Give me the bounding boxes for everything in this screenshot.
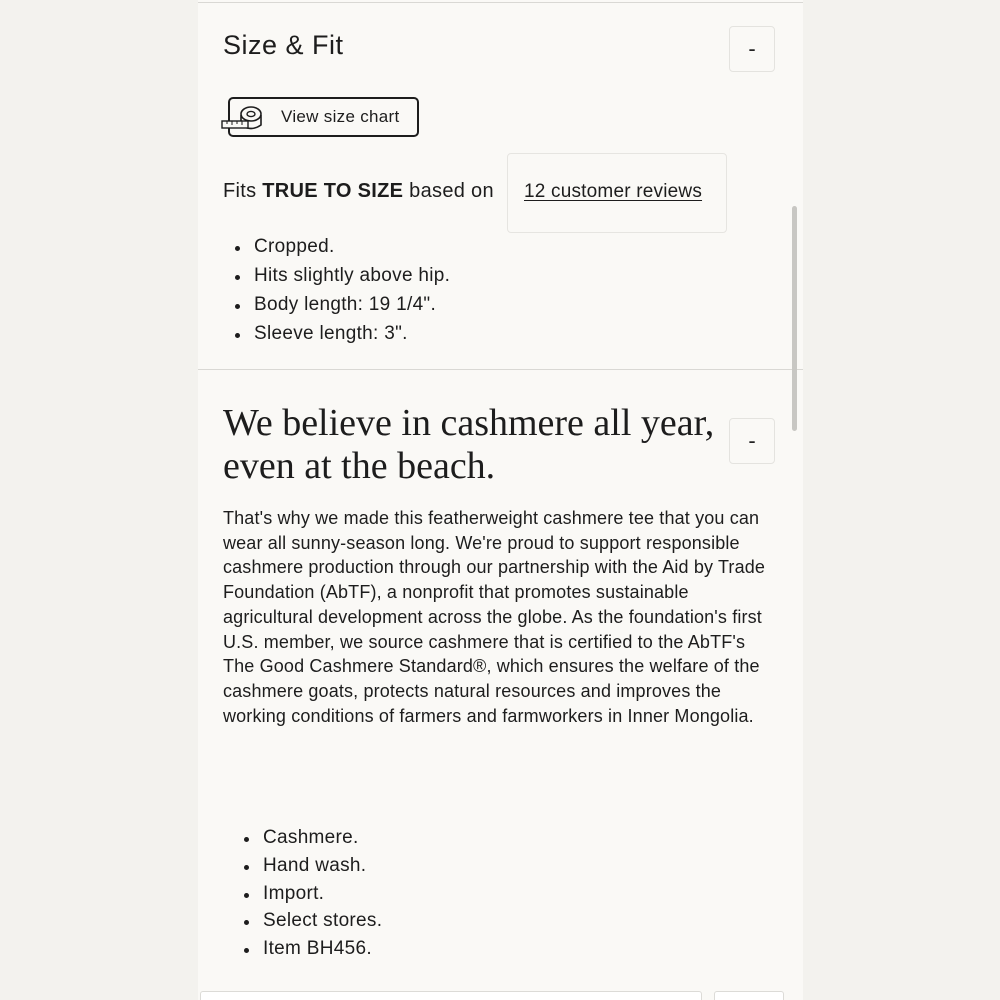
size-fit-collapse-button[interactable]: - <box>729 26 775 72</box>
detail-bullet-list <box>233 827 382 966</box>
divider <box>198 2 803 3</box>
fits-prefix: Fits <box>223 180 257 202</box>
fits-value: TRUE TO SIZE <box>262 180 404 202</box>
scrollbar-thumb[interactable] <box>792 206 797 431</box>
list-item: Body length: 19 1/4". <box>224 294 450 323</box>
list-item: Item BH456. <box>233 938 382 966</box>
size-fit-title: Size & Fit <box>223 30 344 60</box>
measuring-tape-icon <box>221 103 269 133</box>
list-item: Cropped. <box>224 236 450 265</box>
list-item: Select stores. <box>233 910 382 938</box>
list-item: Sleeve length: 3". <box>224 323 450 352</box>
list-item: Cashmere. <box>233 827 382 855</box>
fits-suffix: based on <box>409 180 494 202</box>
view-size-chart-label: View size chart <box>281 107 400 126</box>
product-description: That's why we made this featherweight cashmere tee that you can wear all sunny-season long. We're proud to support responsible cashmere production through our partnership with the Aid by Trade Foundation (AbTF), a nonprofit that promotes sustainable agricultural development across the globe. As the foundation's first U.S. member, we source cashmere that is certified to the AbTF's The Good Cashmere Standard®, which ensures the welfare of the cashmere goats, protects natural resources and improves the working conditions of farmers and farmworkers in Inner Mongolia. <box>223 508 766 726</box>
view-size-chart-button[interactable] <box>228 97 419 137</box>
list-item: Import. <box>233 883 382 911</box>
bottom-field[interactable] <box>200 991 702 1000</box>
customer-reviews-link[interactable]: 12 customer reviews <box>524 181 703 202</box>
bottom-button[interactable] <box>714 991 784 1000</box>
list-item: Hand wash. <box>233 855 382 883</box>
product-details-panel <box>198 0 803 1000</box>
reviews-link-container[interactable] <box>507 153 727 233</box>
list-item: Hits slightly above hip. <box>224 265 450 294</box>
fit-summary <box>223 180 494 203</box>
details-collapse-button[interactable]: - <box>729 418 775 464</box>
divider <box>198 369 803 370</box>
fit-bullet-list <box>224 236 450 352</box>
details-heading: We believe in cashmere all year, even at the beach. <box>223 402 715 487</box>
